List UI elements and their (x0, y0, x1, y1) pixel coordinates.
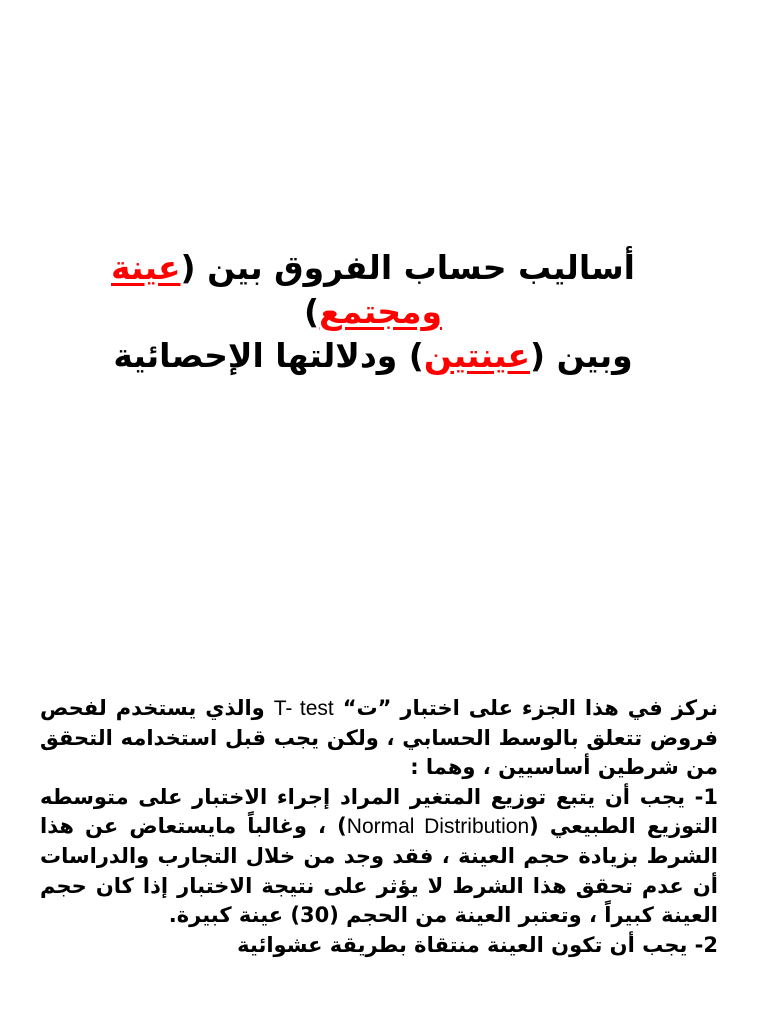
t-test-label: T- test (273, 697, 334, 720)
title-line-1 (60, 246, 686, 290)
title-line-3 (60, 334, 686, 378)
paragraph-intro (40, 694, 718, 783)
intro-text: والذي يستخدم لفحص فروض تتعلق بالوسط الحسابي ، ولكن يجب قبل استخدامه التحقق من شرطين أساسيين ، وهما : (40, 696, 718, 780)
slide-title (60, 246, 686, 378)
title-highlight-population: ومجتمع (319, 292, 442, 331)
title-text: ) (304, 292, 320, 331)
paragraph-condition-2 (40, 931, 718, 961)
condition-1-text: ) ، وغالباً مايستعاض عن هذا الشرط بزيادة حجم العينة ، فقد وجد من خلال التجارب والدراسات أن عدم تحقق هذا الشرط لا يؤثر على نتيجة الاختبار إذا كان حجم العينة كبيراً ، وتعتبر العينة من الحجم (30) عينة كبيرة. (40, 814, 718, 928)
condition-2-text: 2- يجب أن تكون العينة منتقاة بطريقة عشوائية (237, 932, 718, 957)
title-text: وبين ( (530, 336, 633, 375)
title-line-2 (60, 290, 686, 334)
title-text: أساليب حساب الفروق بين ( (180, 248, 635, 287)
paragraph-condition-1 (40, 783, 718, 931)
normal-distribution-label: Normal Distribution (346, 815, 530, 839)
condition-1-text: 1- يجب أن يتبع توزيع المتغير المراد إجراء الاختبار على متوسطه التوزيع الطبيعي ( (40, 784, 718, 839)
intro-text: نركز في هذا الجزء على اختبار ”ت“ (333, 696, 718, 720)
title-text: ) ودلالتها الإحصائية (113, 336, 424, 375)
title-highlight-two-samples: عينتين (423, 336, 531, 375)
title-highlight-sample: عينة (111, 248, 181, 287)
slide-body (40, 694, 718, 960)
